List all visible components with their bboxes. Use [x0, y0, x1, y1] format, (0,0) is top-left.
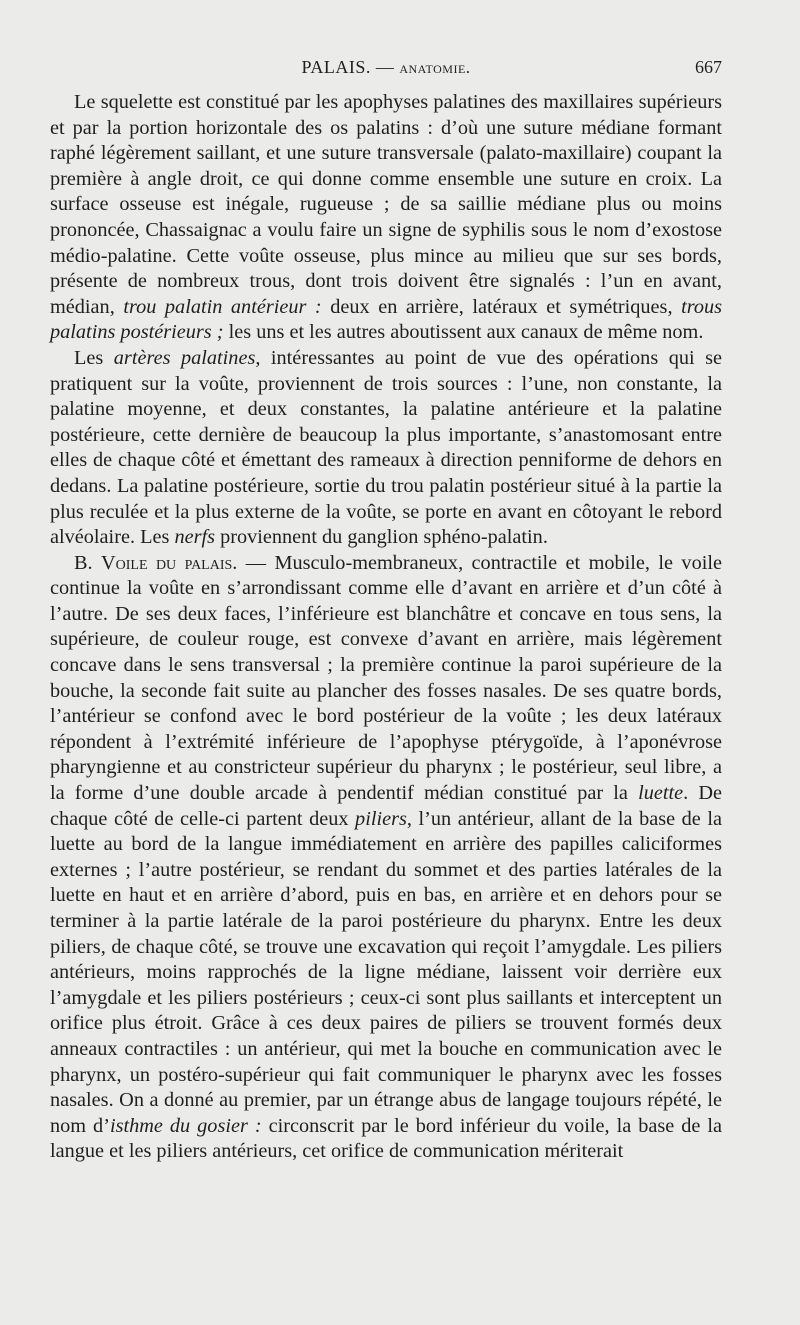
italic-term: luette [638, 782, 684, 805]
text-run: . — Musculo-membraneux, contractile et mobile, le voile continue la voûte en s’arrondissant comme elle d’avant en arrière et d’un côté à l’autre. De ses deux faces, l’inférieure est blanchâtre et concave en tous sens, la supérieure, de couleur rouge, est convexe d’avant en arrière, mais légèrement concave dans le sens transversal ; la première continue la paroi supérieure de la bouche, la seconde fait suite au plancher des fosses nasales. De ses quatre bords, l’antérieur se confond avec le bord postérieur de la voûte ; les deux latéraux répondent à l’extrémité inférieure de l’apophyse ptérygoïde, à l’aponévrose pharyngienne et au constricteur supérieur du pharynx ; le postérieur, seul libre, a la forme d’une double arcade à pendentif médian constitué par la [50, 551, 722, 805]
italic-term: artères palatines [113, 346, 256, 369]
text-run: . De chaque côté de celle-ci partent deux [50, 782, 722, 830]
body-text [50, 90, 722, 1165]
text-run: deux en arrière, latéraux et symétriques, [321, 295, 682, 318]
text-run: Le squelette est constitué par les apophyses palatines des maxillaires supérieurs et par la portion horizontale des os palatins : d’où une suture médiane formant raphé légèrement saillant, et une suture transversale (palato-maxillaire) coupant la première à angle droit, ce qui donne comme ensemble une suture en croix. La surface osseuse est inégale, rugueuse ; de sa saillie médiane plus ou moins prononcée, Chassaignac a voulu faire un signe de syphilis sous le nom d’exostose médio-palatine. Cette voûte osseuse, plus mince au milieu que sur ses bords, présente de nombreux trous, dont trois doivent être signalés : l’un en avant, médian, [50, 91, 722, 318]
italic-term: isthme du gosier : [109, 1114, 262, 1137]
page-header [50, 57, 722, 85]
paragraph [50, 90, 722, 346]
running-title [50, 57, 722, 78]
section-heading: Voile du palais [101, 551, 233, 574]
text-run: circonscrit par le bord inférieur du voile, la base de la langue et les piliers antérieurs, cet orifice de communication mériterait [50, 1114, 722, 1163]
running-title-separator: — [370, 57, 400, 77]
text-run: , l’un antérieur, allant de la base de la luette au bord de la langue immédiatement en arrière des papilles caliciformes externes ; l’autre postérieur, se rendant du sommet et des parties latérales de la luette en haut et en arrière d’abord, puis en bas, en arrière et en dehors pour se terminer à la partie latérale de la paroi postérieure du pharynx. Entre les deux piliers, de chaque côté, se trouve une excavation qui reçoit l’amygdale. Les piliers antérieurs, moins rapprochés de la ligne médiane, laissent voir derrière eux l’amygdale et les piliers postérieurs ; ceux-ci sont plus saillants et interceptent un orifice plus étroit. Grâce à ces deux paires de piliers se trouvent formés deux anneaux contractiles : un antérieur, qui met la bouche en communication avec le pharynx, un postéro-supérieur qui fait communiquer le pharynx avec les fosses nasales. On a donné au premier, par un étrange abus de langage toujours répété, le nom d’ [50, 807, 722, 1137]
italic-term: trou palatin antérieur : [123, 295, 322, 318]
page-number: 667 [695, 57, 722, 77]
italic-term: piliers [355, 807, 407, 830]
italic-term: nerfs [174, 526, 216, 549]
text-run: proviennent du ganglion sphéno-palatin. [215, 526, 548, 549]
text-run: les uns et les autres aboutissent aux canaux de même nom. [223, 321, 704, 344]
paragraph [50, 346, 722, 551]
text-run: , intéressantes au point de vue des opérations qui se pratiquent sur la voûte, proviennent de trois sources : l’une, non constante, la palatine moyenne, et deux constantes, la palatine antérieure et la palatine postérieure, cette dernière de beaucoup la plus importante, s’anastomosant entre elles de chaque côté et émettant des rameaux à direction penniforme de dehors en dedans. La palatine postérieure, sortie du trou palatin postérieur situé à la partie la plus reculée et la plus externe de la voûte, se porte en avant en côtoyant le rebord alvéolaire. Les [50, 346, 723, 549]
italic-term: trous palatins postérieurs ; [50, 295, 723, 344]
paragraph [50, 551, 722, 1165]
text-run: Les [74, 346, 114, 369]
running-title-main: PALAIS. [301, 57, 371, 77]
text-run: B. [74, 551, 102, 574]
running-title-sub: anatomie. [399, 58, 471, 77]
